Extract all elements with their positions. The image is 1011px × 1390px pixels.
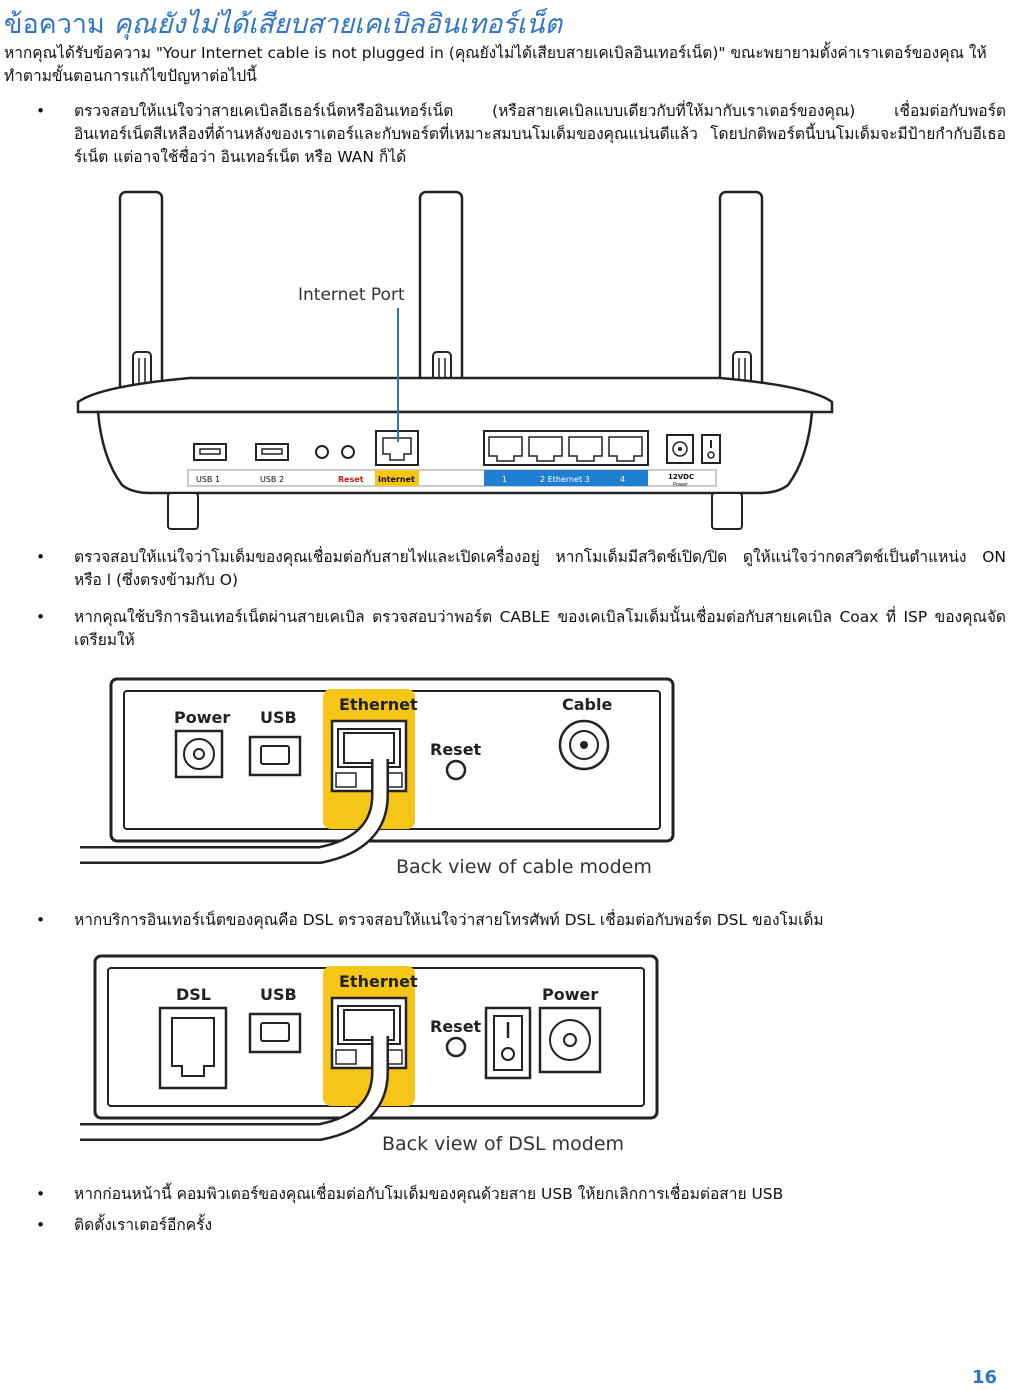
bullet-text: ตรวจสอบให้แน่ใจว่าสายเคเบิลอีเธอร์เน็ตหรืออินเทอร์เน็ต (หรือสายเคเบิลแบบเดียวกับที่ให้มากับเราเตอร์ของคุณ) เชื่อมต่อกับพอร์ตอินเทอร์เน็ตสีเหลืองที่ด้านหลังของเราเตอร์และกับพอร์ตที่เหมาะสมบนโมเด็มของคุณแน่นดีแล้ว โดยปกติพอร์ตนี้บนโมเด็มจะมีป้ายกำกับอีเธอร์เน็ต แต่อาจใช้ชื่อว่า อินเทอร์เน็ต หรือ WAN ก็ได้ [74, 102, 1006, 166]
bullet-item [36, 1214, 1006, 1237]
bullet-item [36, 100, 1006, 169]
power-jack [176, 731, 222, 777]
bullet-text: หากบริการอินเทอร์เน็ตของคุณคือ DSL ตรวจสอบให้แน่ใจว่าสายโทรศัพท์ DSL เชื่อมต่อกับพอร์ต DSL ของโมเด็ม [74, 911, 824, 929]
dsl-modem-caption: Back view of DSL modem [382, 1133, 625, 1155]
bullet-text: ติดตั้งเราเตอร์อีกครั้ง [74, 1216, 213, 1234]
intro-paragraph: หากคุณได้รับข้อความ "Your Internet cable is not plugged in (คุณยังไม่ได้เสียบสายเคเบิลอินเทอร์เน็ต)" ขณะพยายามตั้งค่าเราเตอร์ของคุณ ให้ทำตามขั้นตอนการแก้ไขปัญหาต่อไปนี้ [4, 44, 987, 85]
lan1-label: 1 [502, 475, 508, 484]
bullet-item [36, 909, 1006, 932]
ethernet-port [332, 721, 406, 791]
power-label: Power [673, 482, 689, 488]
usb-label: USB [260, 708, 297, 727]
dsl-modem-figure [80, 952, 680, 1162]
reset-label: Reset [430, 1017, 482, 1036]
bullet-symbol: • [36, 102, 46, 120]
usb-port [250, 1014, 300, 1052]
title-emphasis: คุณยังไม่ได้เสียบสายเคเบิลอินเทอร์เน็ต [113, 9, 563, 40]
lan-ports [484, 431, 648, 465]
internet-label: Internet [378, 475, 415, 484]
power-voltage-label: 12VDC [668, 473, 695, 481]
power-jack [540, 1008, 600, 1072]
title-prefix: ข้อความ [4, 9, 105, 40]
usb-indicator-icon [316, 446, 328, 458]
bullet-symbol: • [36, 608, 46, 626]
ethernet-label: Ethernet [339, 972, 418, 991]
bullet-text: หากคุณใช้บริการอินเทอร์เน็ตผ่านสายเคเบิล ตรวจสอบว่าพอร์ต CABLE ของเคเบิลโมเด็มนั้นเชื่อมต่อกับสายเคเบิล Coax ที่ ISP ของคุณจัดเตรียมให้ [74, 608, 1006, 649]
bullet-symbol: • [36, 911, 46, 929]
lan23-label: 2 Ethernet 3 [540, 475, 590, 484]
ethernet-label: Ethernet [339, 695, 418, 714]
page-number: 16 [971, 1367, 997, 1388]
reset-label: Reset [430, 740, 482, 759]
cable-modem-caption: Back view of cable modem [396, 856, 652, 878]
bullet-item [36, 546, 1006, 592]
usb1-label: USB 1 [196, 475, 221, 484]
page-title [4, 2, 562, 45]
reset-button-hole [342, 446, 354, 458]
cable-label: Cable [562, 695, 613, 714]
bullet-item [36, 1183, 1006, 1206]
power-jack [667, 435, 693, 463]
router-foot [168, 493, 198, 529]
dsl-port [160, 1008, 226, 1088]
bullet-symbol: • [36, 548, 46, 566]
dsl-label: DSL [176, 985, 211, 1004]
bullet-symbol: • [36, 1185, 46, 1203]
power-switch [702, 435, 720, 463]
ethernet-port [332, 998, 406, 1068]
usb-port [250, 737, 300, 775]
router-top-lip [78, 378, 832, 412]
power-label: Power [174, 708, 231, 727]
bullet-text: หากก่อนหน้านี้ คอมพิวเตอร์ของคุณเชื่อมต่อกับโมเด็มของคุณด้วยสาย USB ให้ยกเลิกการเชื่อมต่อสาย USB [74, 1185, 784, 1203]
coax-port [560, 721, 608, 769]
bullet-item [36, 606, 1006, 652]
power-label: Power [542, 985, 599, 1004]
cable-modem-figure [80, 675, 680, 885]
bullet-symbol: • [36, 1216, 46, 1234]
bullet-text: ตรวจสอบให้แน่ใจว่าโมเด็มของคุณเชื่อมต่อกับสายไฟและเปิดเครื่องอยู่ หากโมเด็มมีสวิตช์เปิด/ปิด ดูให้แน่ใจว่ากดสวิตช์เป็นตำแหน่ง ON หรือ l (ซึ่งตรงข้ามกับ O) [74, 548, 1006, 589]
lan4-label: 4 [620, 475, 626, 484]
internet-port-callout: Internet Port [298, 285, 405, 305]
router-foot [712, 493, 742, 529]
router-rear-figure [70, 190, 840, 535]
reset-label: Reset [338, 475, 364, 484]
usb2-label: USB 2 [260, 475, 285, 484]
reset-button-hole [447, 1038, 465, 1056]
reset-button-hole [447, 761, 465, 779]
power-switch [486, 1008, 530, 1078]
usb-label: USB [260, 985, 297, 1004]
